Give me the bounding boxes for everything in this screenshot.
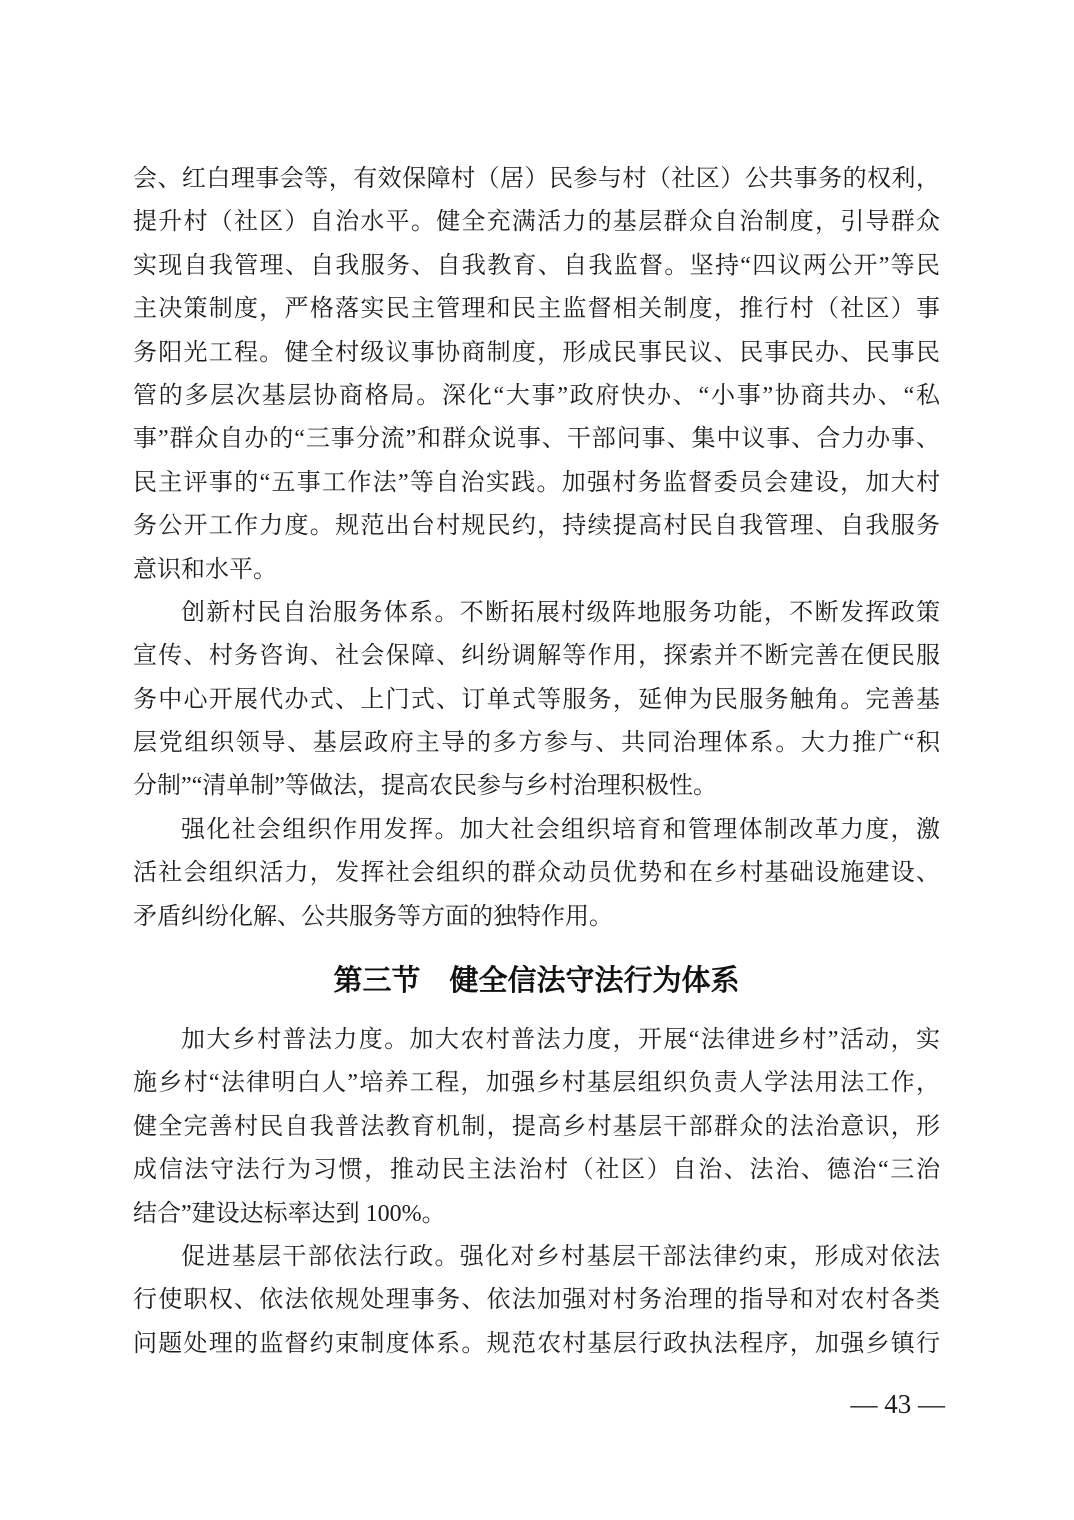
text-line: 务公开工作力度。规范出台村规民约，持续提高村民自我管理、自我服务 [133,513,940,540]
text-line: 宣传、村务咨询、社会保障、纠纷调解等作用，探索并不断完善在便民服 [133,643,940,670]
text-line: 矛盾纠纷化解、公共服务等方面的独特作用。 [133,903,613,930]
text-line: 活社会组织活力，发挥社会组织的群众动员优势和在乡村基础设施建设、 [133,860,940,887]
page-body [133,158,940,1366]
paragraph [133,1236,940,1366]
text-line: 分制”“清单制”等做法，提高农民参与乡村治理积极性。 [133,773,717,800]
text-line: 实现自我管理、自我服务、自我教育、自我监督。坚持“四议两公开”等民 [133,252,940,279]
paragraph [133,1019,940,1236]
text-line: 创新村民自治服务体系。不断拓展村级阵地服务功能，不断发挥政策 [181,599,940,626]
text-line: 强化社会组织作用发挥。加大社会组织培育和管理体制改革力度，激 [181,816,940,843]
text-line: 管的多层次基层协商格局。深化“大事”政府快办、“小事”协商共办、“私 [133,382,940,409]
text-line: 问题处理的监督约束制度体系。规范农村基层行政执法程序，加强乡镇行 [133,1330,940,1357]
text-line: 层党组织领导、基层政府主导的多方参与、共同治理体系。大力推广“积 [133,730,940,757]
text-line: 务阳光工程。健全村级议事协商制度，形成民事民议、民事民办、民事民 [133,339,940,366]
paragraph [133,592,940,809]
text-line: 事”群众自办的“三事分流”和群众说事、干部问事、集中议事、合力办事、 [133,426,940,453]
text-line: 意识和水平。 [133,556,277,583]
text-line: 健全完善村民自我普法教育机制，提高乡村基层干部群众的法治意识，形 [133,1113,940,1140]
page-number: — 43 — [850,1389,945,1419]
text-line: 提升村（社区）自治水平。健全充满活力的基层群众自治制度，引导群众 [133,209,940,236]
text-line: 加大乡村普法力度。加大农村普法力度，开展“法律进乡村”活动，实 [181,1027,940,1054]
text-line: 施乡村“法律明白人”培养工程，加强乡村基层组织负责人学法用法工作， [133,1070,940,1097]
text-line: 成信法守法行为习惯，推动民主法治村（社区）自治、法治、德治“三治 [133,1157,940,1184]
text-line: 主决策制度，严格落实民主管理和民主监督相关制度，推行村（社区）事 [133,296,940,323]
text-line: 民主评事的“五事工作法”等自治实践。加强村务监督委员会建设，加大村 [133,469,940,496]
section-heading: 第三节 健全信法守法行为体系 [333,965,740,998]
paragraph [133,158,940,592]
paragraph [133,809,940,939]
text-line: 促进基层干部依法行政。强化对乡村基层干部法律约束，形成对依法 [181,1243,940,1270]
text-line: 行使职权、依法依规处理事务、依法加强对村务治理的指导和对农村各类 [133,1287,940,1314]
text-line: 结合”建设达标率达到 100%。 [133,1200,446,1227]
text-line: 务中心开展代办式、上门式、订单式等服务，延伸为民服务触角。完善基 [133,686,940,713]
text-line: 会、红白理事会等，有效保障村（居）民参与村（社区）公共事务的权利， [133,166,940,192]
